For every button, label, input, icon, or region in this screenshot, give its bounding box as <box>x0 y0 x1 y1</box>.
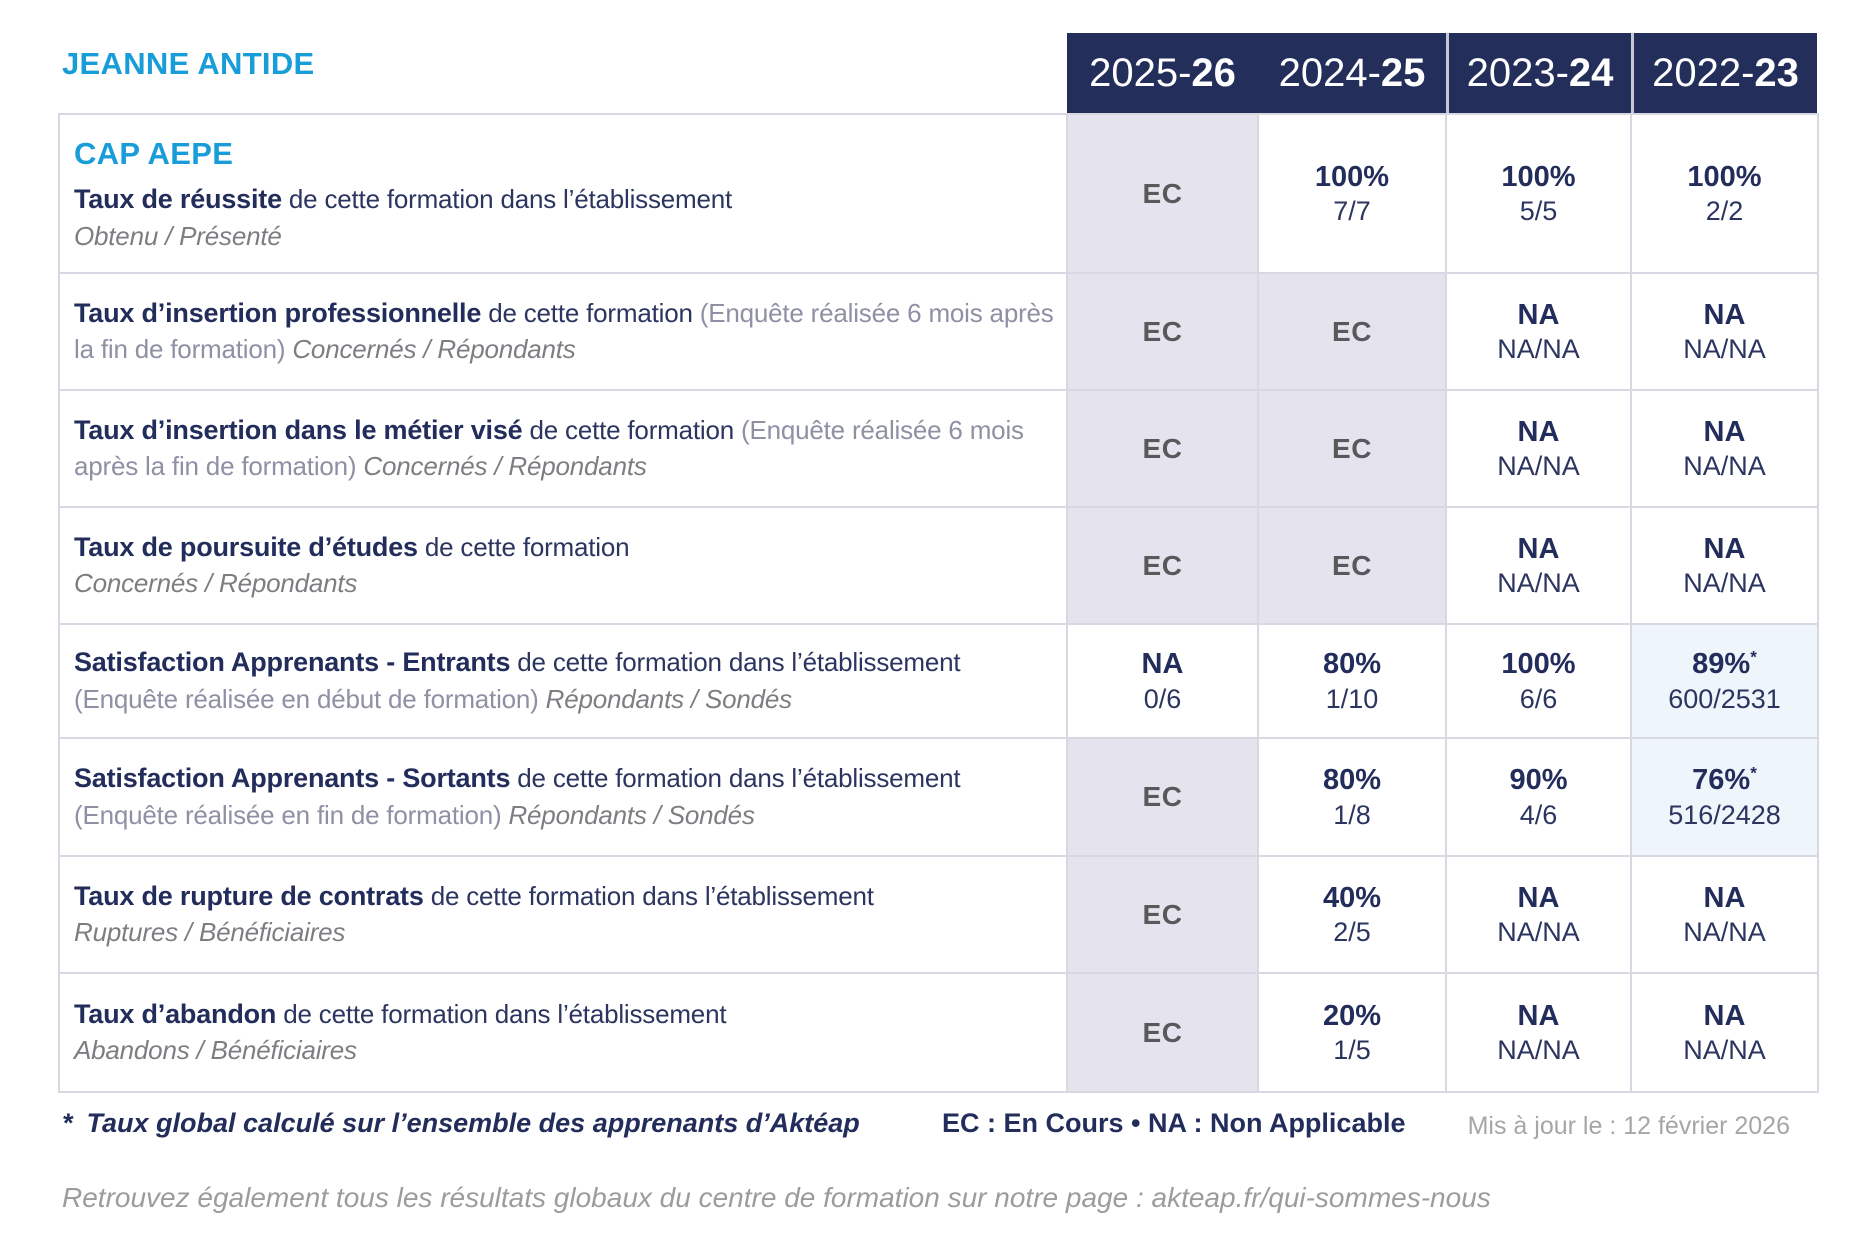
year-suffix: 25 <box>1380 51 1426 95</box>
row-ratio-label: Concernés / Répondants <box>363 451 647 482</box>
footnote-global-rate <box>62 1108 860 1139</box>
year-header-band <box>1067 33 1817 113</box>
cell-value: EC <box>1142 432 1183 464</box>
row-label-text <box>74 412 1058 485</box>
cell-fraction: 0/6 <box>1143 683 1182 714</box>
cell-value: NA <box>1703 881 1746 914</box>
value-cell-2025-26 <box>1068 115 1259 274</box>
row-description: de cette formation <box>481 297 700 328</box>
value-cell-2023-24 <box>1447 115 1632 274</box>
value-cell-2025-26 <box>1068 857 1259 974</box>
cell-value: 100% <box>1687 160 1762 193</box>
cell-value: NA <box>1517 298 1560 331</box>
row-title: Taux de réussite <box>74 184 282 215</box>
value-cell-2024-25 <box>1259 391 1447 508</box>
cell-fraction: NA/NA <box>1683 568 1766 599</box>
footnote-text: Taux global calculé sur l’ensemble des apprenants d’Aktéap <box>86 1108 860 1138</box>
cell-value: 100% <box>1314 160 1390 193</box>
cell-value: EC <box>1142 1016 1183 1048</box>
row-title: Taux de poursuite d’études <box>74 531 418 562</box>
cell-fraction: 4/6 <box>1519 799 1558 830</box>
cell-value: NA <box>1517 415 1560 448</box>
value-cell-2025-26 <box>1068 274 1259 391</box>
value-cell-2022-23 <box>1632 857 1819 974</box>
value-cell-2022-23 <box>1632 391 1819 508</box>
row-label <box>60 391 1068 508</box>
year-suffix: 26 <box>1191 51 1236 95</box>
row-ratio-label: Répondants / Sondés <box>545 683 792 714</box>
value-cell-2025-26 <box>1068 739 1259 857</box>
row-label <box>60 974 1068 1093</box>
cell-value: EC <box>1142 315 1183 347</box>
cell-value: EC <box>1142 781 1183 813</box>
year-suffix: 24 <box>1568 51 1614 95</box>
value-cell-2023-24 <box>1447 391 1632 508</box>
cell-value: 100% <box>1501 160 1576 193</box>
cell-fraction: NA/NA <box>1497 568 1580 599</box>
year-prefix: 2023- <box>1466 51 1569 95</box>
row-label <box>60 857 1068 974</box>
cell-fraction: NA/NA <box>1497 451 1580 482</box>
cell-fraction: NA/NA <box>1683 917 1766 948</box>
value-cell-2023-24 <box>1447 274 1632 391</box>
value-cell-2023-24 <box>1447 739 1632 857</box>
row-note: (Enquête réalisée en début de formation) <box>74 683 546 714</box>
cell-value: 76% <box>1692 764 1751 797</box>
cell-fraction: 1/10 <box>1325 683 1379 714</box>
row-title: Taux d’abandon <box>74 998 277 1029</box>
cell-fraction: 6/6 <box>1519 683 1558 714</box>
cell-value: EC <box>1332 432 1372 464</box>
cell-fraction: NA/NA <box>1497 1035 1580 1066</box>
value-cell-2025-26 <box>1068 508 1259 625</box>
cell-value: NA <box>1517 881 1560 914</box>
row-description: de cette formation <box>522 414 742 445</box>
cell-asterisk: * <box>1750 763 1757 783</box>
results-table <box>58 113 1819 1093</box>
row-label-text <box>74 295 1058 368</box>
row-description: de cette formation <box>417 531 630 562</box>
value-cell-2022-23 <box>1632 508 1819 625</box>
row-ratio-label: Concernés / Répondants <box>292 334 576 365</box>
cell-value: NA <box>1703 532 1746 565</box>
last-updated-date: Mis à jour le : 12 février 2026 <box>1467 1112 1790 1140</box>
cell-fraction: 5/5 <box>1519 196 1558 227</box>
cell-value: NA <box>1703 999 1746 1032</box>
cell-fraction: 1/8 <box>1333 799 1371 830</box>
row-title: Taux d’insertion dans le métier visé <box>74 414 523 445</box>
cell-value: NA <box>1703 415 1746 448</box>
cell-fraction: 1/5 <box>1333 1035 1371 1066</box>
cell-value: 90% <box>1509 764 1568 797</box>
value-cell-2022-23 <box>1632 625 1819 739</box>
row-ratio-label: Ruptures / Bénéficiaires <box>74 917 346 948</box>
row-description: de cette formation dans l’établissement <box>423 880 874 911</box>
cell-fraction: NA/NA <box>1683 334 1766 365</box>
cell-fraction: 7/7 <box>1333 196 1371 227</box>
cell-value: EC <box>1332 549 1372 581</box>
row-description: de cette formation dans l’établissement <box>281 184 733 215</box>
year-suffix: 23 <box>1754 51 1799 95</box>
value-cell-2024-25 <box>1259 857 1447 974</box>
cell-fraction: 2/2 <box>1705 196 1744 227</box>
year-column-2023-24 <box>1446 33 1631 113</box>
value-cell-2024-25 <box>1259 274 1447 391</box>
row-note: (Enquête réalisée 6 mois après la fin de formation) <box>74 414 1024 482</box>
year-column-2025-26 <box>1067 33 1258 113</box>
year-column-2024-25 <box>1258 33 1446 113</box>
cell-fraction: NA/NA <box>1683 451 1766 482</box>
year-prefix: 2025- <box>1089 51 1192 95</box>
row-title: Satisfaction Apprenants - Entrants <box>74 647 511 678</box>
cell-value: 80% <box>1322 764 1382 797</box>
global-results-link-text: Retrouvez également tous les résultats globaux du centre de formation sur notre page : akteap.fr/qui-sommes-nous <box>62 1182 1491 1213</box>
value-cell-2022-23 <box>1632 974 1819 1093</box>
row-label-text <box>74 181 1058 218</box>
value-cell-2022-23 <box>1632 739 1819 857</box>
value-cell-2023-24 <box>1447 625 1632 739</box>
value-cell-2023-24 <box>1447 857 1632 974</box>
value-cell-2022-23 <box>1632 274 1819 391</box>
cell-fraction: 2/5 <box>1333 917 1371 948</box>
cell-value: NA <box>1517 999 1560 1032</box>
row-title: Taux de rupture de contrats <box>74 880 424 911</box>
value-cell-2024-25 <box>1259 974 1447 1093</box>
cell-fraction: NA/NA <box>1497 917 1580 948</box>
cell-value: NA <box>1141 648 1184 681</box>
cell-fraction: NA/NA <box>1497 334 1580 365</box>
row-title: Satisfaction Apprenants - Sortants <box>74 763 511 794</box>
cell-value: EC <box>1142 898 1183 930</box>
cell-value: EC <box>1142 177 1183 209</box>
course-title: CAP AEPE <box>74 135 234 171</box>
cell-fraction: 600/2531 <box>1668 683 1781 714</box>
year-prefix: 2022- <box>1652 51 1755 95</box>
row-note: (Enquête réalisée 6 mois après la fin de formation) <box>74 297 1054 365</box>
row-label-text <box>74 760 1058 833</box>
cell-value: NA <box>1517 532 1560 565</box>
value-cell-2023-24 <box>1447 508 1632 625</box>
row-description: de cette formation dans l’établissement <box>510 647 961 678</box>
row-label <box>60 625 1068 739</box>
value-cell-2022-23 <box>1632 115 1819 274</box>
cell-value: 100% <box>1501 648 1576 681</box>
value-cell-2024-25 <box>1259 739 1447 857</box>
cell-value: 80% <box>1322 648 1382 681</box>
row-description: de cette formation dans l’établissement <box>276 998 727 1029</box>
cell-value: 20% <box>1322 999 1382 1032</box>
row-label <box>60 739 1068 857</box>
value-cell-2024-25 <box>1259 508 1447 625</box>
value-cell-2024-25 <box>1259 115 1447 274</box>
cell-fraction: 516/2428 <box>1668 799 1781 830</box>
cell-value: 40% <box>1322 881 1382 914</box>
row-title: Taux d’insertion professionnelle <box>74 297 482 328</box>
value-cell-2024-25 <box>1259 625 1447 739</box>
value-cell-2023-24 <box>1447 974 1632 1093</box>
cell-value: NA <box>1703 298 1746 331</box>
row-label <box>60 274 1068 391</box>
year-prefix: 2024- <box>1278 51 1381 95</box>
cell-value: EC <box>1332 315 1372 347</box>
cell-value: EC <box>1142 549 1183 581</box>
row-label-text <box>74 529 1058 566</box>
row-label <box>60 115 1068 274</box>
abbreviations-legend: EC : En Cours • NA : Non Applicable <box>942 1108 1406 1138</box>
row-ratio-label: Obtenu / Présenté <box>74 220 282 251</box>
row-label-text <box>74 644 1058 717</box>
row-label <box>60 508 1068 625</box>
row-note: (Enquête réalisée en fin de formation) <box>74 799 509 830</box>
value-cell-2025-26 <box>1068 625 1259 739</box>
row-ratio-label: Répondants / Sondés <box>508 799 755 830</box>
row-ratio-label: Concernés / Répondants <box>74 568 358 599</box>
cell-value: 89% <box>1692 648 1751 681</box>
cell-fraction: NA/NA <box>1683 1035 1766 1066</box>
year-column-2022-23 <box>1631 33 1817 113</box>
row-description: de cette formation dans l’établissement <box>510 763 961 794</box>
row-label-text <box>74 996 1058 1033</box>
asterisk-marker: * <box>62 1108 73 1138</box>
value-cell-2025-26 <box>1068 391 1259 508</box>
establishment-title: JEANNE ANTIDE <box>62 46 315 81</box>
cell-asterisk: * <box>1750 647 1757 667</box>
row-label-text <box>74 878 1058 915</box>
value-cell-2025-26 <box>1068 974 1259 1093</box>
row-ratio-label: Abandons / Bénéficiaires <box>74 1035 357 1066</box>
